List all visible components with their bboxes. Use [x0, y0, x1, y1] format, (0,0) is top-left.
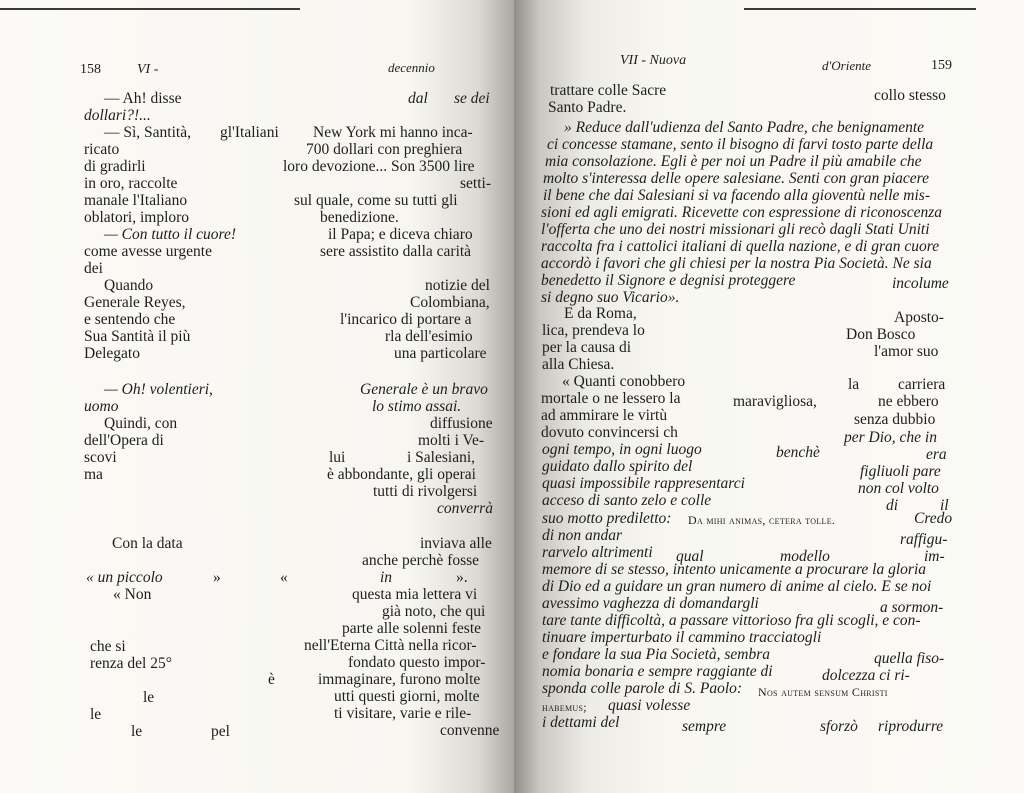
text-line: mia consolazione. Egli è per noi un Padre il più amabile che [545, 153, 922, 170]
text-line: ci concesse stamane, sento il bisogno di farvi tosto parte della [547, 136, 934, 153]
text-line: per Dio, che in [844, 429, 937, 446]
text-line: sforzò [820, 718, 858, 735]
text-line: avessimo vaghezza di domandargli [542, 595, 759, 612]
text-line: Generale Reyes, [84, 294, 186, 311]
text-line: ti visitare, varie e rile- [334, 705, 472, 722]
text-line: ogni tempo, in ogni luogo [542, 441, 702, 458]
text-line: sul quale, come su tutti gli [294, 192, 458, 209]
text-line: la [848, 376, 860, 393]
text-line: rla dell'esimio [385, 328, 473, 345]
text-line: molto s'interessa delle opere salesiane. Senti con gran piacere [543, 170, 930, 187]
text-line: memore di se stesso, intento unicamente a procurare la gloria [542, 561, 927, 578]
text-line: era [926, 446, 947, 463]
text-line: 700 dollari con preghiera [306, 141, 463, 158]
text-line: è abbondante, gli operai [327, 466, 476, 483]
text-line: in oro, raccolte [84, 175, 178, 192]
text-line-smallcaps: Da mihi animas, cetera tolle. [688, 513, 836, 527]
text-line: Quando [104, 277, 154, 294]
text-line: im- [924, 548, 945, 565]
text-line: i Salesiani, [407, 449, 476, 466]
text-line: Santo Padre. [548, 99, 627, 116]
text-line: modello [780, 548, 830, 565]
text-line: ricato [84, 141, 120, 158]
text-line: sioni ed agli emigrati. Ricevette con espressione di riconoscenza [541, 204, 943, 221]
text-line: si degno suo Vicario». [541, 289, 680, 306]
text-line: « Non [113, 586, 152, 603]
text-line: a sormon- [880, 599, 944, 616]
text-line: per la causa di [542, 339, 632, 356]
text-line: sempre [682, 718, 727, 735]
text-line: » Reduce dall'udienza del Santo Padre, che benignamente [564, 119, 925, 136]
text-line: l'amor suo [874, 343, 939, 360]
text-line: « Quanti conobbero [562, 373, 686, 390]
text-line: parte alle solenni feste [342, 620, 482, 637]
text-line: l'incarico di portare a [340, 311, 472, 328]
running-head-chapter: VI - [137, 62, 159, 77]
text-line: inviava alle [420, 535, 492, 552]
text-line: incolume [892, 275, 949, 292]
text-line: dal [408, 90, 428, 107]
text-line: le [90, 706, 102, 723]
text-line: — Ah! disse [104, 90, 182, 107]
text-line: mortale o ne lessero la [541, 390, 681, 407]
text-line: » [213, 569, 221, 586]
text-line: dollari?!... [84, 107, 151, 124]
text-line: qual [676, 548, 704, 565]
text-line: quasi volesse [608, 697, 691, 714]
text-line: New York mi hanno inca- [313, 124, 473, 141]
text-line: sere assistito dalla carità [320, 243, 472, 260]
text-line: che si [90, 638, 126, 655]
text-line: trattare colle Sacre [550, 82, 667, 99]
text-line: ma [84, 466, 103, 483]
text-line: di gradirli [84, 158, 146, 175]
text-line: come avesse urgente [84, 243, 212, 260]
text-line: e sentendo che [84, 311, 176, 328]
text-line: Credo [914, 510, 953, 527]
text-line: Con la data [112, 535, 183, 552]
text-line: dolcezza ci ri- [822, 667, 910, 684]
text-line: utti questi giorni, molte [334, 688, 480, 705]
text-line: non col volto [858, 480, 939, 497]
text-line: i dettami del [542, 714, 620, 731]
text-line: una particolare [394, 345, 487, 362]
text-line: oblatori, imploro [84, 209, 190, 226]
text-line: suo motto prediletto: [542, 510, 672, 527]
text-line: convenne [440, 722, 500, 739]
text-line: senza dubbio [854, 411, 936, 428]
text-line: setti- [460, 175, 491, 192]
text-line: Quindi, con [104, 415, 178, 432]
text-line: dovuto convincersi ch [541, 424, 678, 441]
text-line: notizie del [425, 277, 490, 294]
text-line: il [940, 497, 949, 514]
text-line: collo stesso [874, 87, 946, 104]
text-line: Aposto- [894, 309, 944, 326]
right-page [514, 0, 1024, 793]
text-line: il Papa; e diceva chiaro [328, 226, 473, 243]
text-line: fondato questo impor- [348, 654, 486, 671]
text-line: le [131, 723, 143, 740]
text-line: di Dio ed a guidare un gran numero di anime al cielo. E se noi [542, 578, 932, 595]
text-line: quella fiso- [874, 650, 945, 667]
text-line: manale l'Italiano [84, 192, 188, 209]
text-line: quasi impossibile rappresentarci [542, 475, 745, 492]
text-line: Sua Santità il più [84, 328, 191, 345]
text-line: « [280, 569, 288, 586]
text-line: di non andar [542, 527, 623, 544]
text-line: guidato dallo spirito del [542, 458, 693, 475]
text-line: Generale è un bravo [360, 381, 488, 398]
text-line: già noto, che qui [382, 603, 486, 620]
text-line: acceso di santo zelo e colle [542, 492, 712, 509]
text-line: se dei [454, 90, 490, 107]
top-rule [744, 8, 976, 10]
text-line: — Sì, Santità, [104, 124, 191, 141]
text-line: E da Roma, [564, 305, 637, 322]
text-line: diffusione [430, 415, 493, 432]
text-line: Delegato [84, 345, 140, 362]
text-line: benedetto il Signore e degnisi proteggere [541, 272, 796, 289]
text-line: nomia bonaria e sempre raggiante di [542, 663, 773, 680]
text-line: raccolta fra i cattolici italiani di quella nazione, e di gran cuore [541, 238, 940, 255]
text-line: maravigliosa, [733, 393, 817, 410]
running-head-title: decennio [388, 60, 435, 75]
text-line: l'offerta che uno dei nostri missionari gli recò dagli Stati Uniti [541, 221, 930, 238]
page-number: 159 [931, 58, 952, 73]
text-line: tinuare imperturbato il cammino tracciatogli [542, 629, 822, 646]
text-line: gl'Italiani [220, 124, 279, 141]
text-line: in [380, 569, 393, 586]
text-line: — Oh! volentieri, [104, 381, 213, 398]
text-line: e fondare la sua Pia Società, sembra [542, 646, 771, 663]
text-line: tutti di rivolgersi [373, 483, 478, 500]
page-number: 158 [80, 62, 101, 77]
text-line: converrà [437, 500, 493, 517]
text-line: dell'Opera di [84, 432, 164, 449]
text-line: è [268, 671, 275, 688]
text-line: carriera [898, 376, 946, 393]
text-line: sponda colle parole di S. Paolo: [542, 680, 743, 697]
text-line: questa mia lettera vi [352, 586, 478, 603]
text-line: figliuoli pare [860, 463, 941, 480]
text-line: loro devozione... Son 3500 lire [283, 158, 475, 175]
text-line: dei [84, 260, 103, 277]
text-line: ne ebbero [878, 393, 939, 410]
text-line: molti i Ve- [418, 432, 485, 449]
text-line: accordò i favori che gli chiesi per la nostra Pia Società. Ne sia [541, 255, 932, 272]
top-rule [0, 8, 300, 10]
running-head-title: d'Oriente [822, 58, 871, 73]
text-line: « un piccolo [86, 569, 163, 586]
text-line: uomo [84, 398, 119, 415]
text-line: il bene che dai Salesiani si va facendo alla gioventù nelle mis- [543, 187, 930, 204]
text-line: le [143, 689, 155, 706]
text-line: — Con tutto il cuore! [104, 226, 237, 243]
text-line: ». [456, 569, 468, 586]
text-line: alla Chiesa. [542, 356, 615, 373]
text-line: lui [329, 449, 346, 466]
text-line: lo stimo assai. [372, 398, 462, 415]
text-line-smallcaps: Nos autem sensum Christi [758, 685, 888, 699]
running-head-chapter: VII - Nuova [620, 53, 687, 68]
text-line: renza del 25° [90, 655, 172, 672]
text-line: anche perchè fosse [362, 552, 480, 569]
text-line-smallcaps: habemus; [542, 700, 587, 714]
text-line: riprodurre [878, 718, 944, 735]
text-line: lica, prendeva lo [542, 322, 645, 339]
text-line: benchè [776, 444, 820, 461]
text-line: tare tante difficoltà, a passare vittorioso fra gli scogli, e con- [542, 612, 921, 629]
text-line: nell'Eterna Città nella ricor- [304, 637, 477, 654]
text-line: rarvelo altrimenti [542, 544, 653, 561]
text-line: Colombiana, [410, 294, 490, 311]
text-line: Don Bosco [846, 326, 916, 343]
text-line: benedizione. [320, 209, 399, 226]
text-line: di [886, 497, 899, 514]
text-line: raffigu- [900, 531, 948, 548]
text-line: scovi [84, 449, 117, 466]
text-line: ad ammirare le virtù [541, 407, 668, 424]
text-line: pel [211, 723, 230, 740]
text-line: immaginare, furono molte [318, 671, 481, 688]
